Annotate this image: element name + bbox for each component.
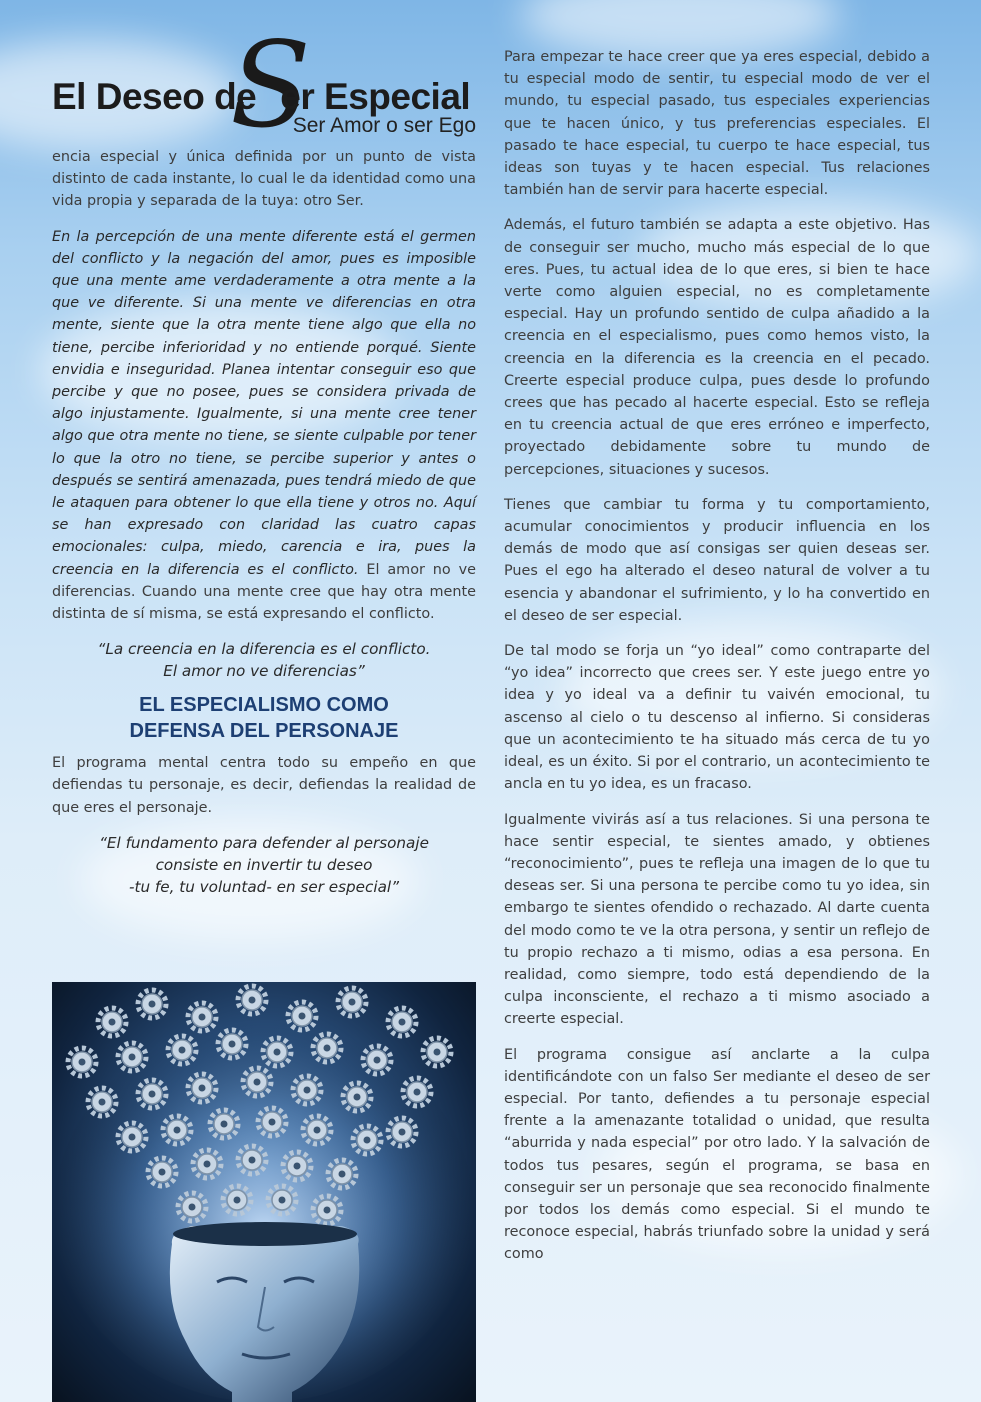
paragraph: El programa consigue así anclarte a la culpa identificándote con un falso Ser mediante el deseo de ser especial. Por tanto, defiendes a tu personaje especial frente a la amenazante totalidad o unidad, que resulta “aburrida y nada especial” por otro lado. Y la salvación de todos tus pesares, según el programa, se basa en conseguir ser un personaje que sea reconocido finalmente por todos los demás como especial. Si el mundo te reconoce especial, habrás triunfado sobre la unidad y será como [504, 1046, 930, 1263]
quote-line: El amor no ve diferencias” [163, 662, 365, 681]
pull-quote [52, 638, 476, 682]
right-column [504, 46, 930, 1279]
paragraph [52, 226, 476, 626]
quote-line: consiste en invertir tu deseo [155, 855, 373, 874]
heading-line: EL ESPECIALISMO COMO [139, 694, 389, 717]
gears-head-graphic [52, 982, 476, 1402]
title-text [52, 76, 470, 118]
section-heading [52, 692, 476, 744]
quote-line: “La creencia en la diferencia es el conflicto. [97, 640, 431, 659]
paragraph: De tal modo se forja un “yo ideal” como contraparte del “yo idea” incorrecto que crees ser. Y este juego entre yo idea y yo ideal va a definir tu vaivén emocional, tu ascenso al cielo o tu descenso al infierno. Si consideras que un acontecimiento te ha situado más cerca de tu yo ideal, es un éxito. Si por el contrario, un acontecimiento te ancla en tu yo idea, es un fracaso. [504, 643, 930, 793]
paragraph: El programa mental centra todo su empeño en que defiendas tu personaje, es decir, defiendas la realidad de que eres el personaje. [52, 755, 476, 816]
left-column [52, 146, 476, 908]
paragraph: Igualmente vivirás así a tus relaciones. Si una persona te hace sentir especial, te sientes amado, y obtienes “reconocimiento”, pues te refleja una imagen de lo que tu deseas ser. Si una persona te percibe como tu yo idea, sin embargo te sientes ofendido o rechazado. Al darte cuenta del modo como te ve la otra persona, y sentir un reflejo de tu propio rechazo a ti mismo, odias a esa persona. En realidad, como siempre, todo está dependiendo de la culpa inconsciente, el rechazo a ti mismo asociado a creerte especial. [504, 811, 930, 1028]
title-part1: El Deseo de [52, 76, 257, 117]
title-part2: er Especial [280, 76, 471, 117]
paragraph: encia especial y única definida por un punto de vista distinto de cada instante, lo cual le da identidad como una vida propia y separada de la tuya: otro Ser. [52, 149, 476, 210]
article-subtitle: Ser Amor o ser Ego [292, 114, 476, 137]
title-decorative-s: S [230, 16, 311, 154]
paragraph: Para empezar te hace creer que ya eres especial, debido a tu especial modo de sentir, tu especial modo de ver el mundo, tu especial pasado, tus especiales experiencias que te hacen único, y tus preferencias especiales. El pasado te hace especial, tu cuerpo te hace especial, tus ideas son tuyas y te hacen especial. Tus relaciones también han de servir para hacerte especial. [504, 49, 930, 199]
paragraph: Tienes que cambiar tu forma y tu comportamiento, acumular conocimientos y producir influencia en los demás de modo que así consigas ser quien deseas ser. Pues el ego ha alterado el deseo natural de volver a tu esencia y abandonar el sufrimiento, y lo ha convertido en el deseo de ser especial. [504, 496, 930, 624]
plain-passage: El amor no ve diferencias. Cuando una mente cree que hay otra mente distinta de sí misma, se está expresando el conflicto. [52, 561, 477, 623]
article-title [52, 16, 482, 154]
paragraph: Además, el futuro también se adapta a este objetivo. Has de conseguir ser mucho, mucho más especial de lo que eres. Pues, tu actual idea de lo que eres, si bien te hace verte como alguien especial, no es completamente especial. Hay un profundo sentido de culpa añadido a la creencia en el especialismo, pues como hemos visto, la creencia en la diferencia es la creencia en el pecado. Creerte especial produce culpa, pues desde lo profundo crees que has pecado al hacerte especial. Esto se refleja en tu creencia actual de que eres erróneo e imperfecto, proyectado debidamente sobre tu mundo de percepciones, situaciones y sucesos. [504, 217, 930, 478]
head-gears-illustration [52, 982, 476, 1402]
italic-passage: En la percepción de una mente diferente está el germen del conflicto y la negación del amor, pues es imposible que una mente ame verdaderamente a otra mente a la que ve diferente. Si una mente ve diferencias en otra mente, siente que la otra mente tiene algo que ella no tiene, percibe inferioridad y no entiende porqué. Siente envidia e inseguridad. Planea intentar conseguir eso que percibe y que no posee, pues se considera privada de algo injustamente. Igualmente, si una mente cree tener algo que otra mente no tiene, se siente culpable por tener lo que la otro no tiene, se percibe superior y antes o después se sentirá amenazada, pues tendrá miedo de que le ataquen para obtener lo que ella tiene y otros no. Aquí se han expresado con claridad las cuatro capas emocionales: culpa, miedo, carencia e ira, pues la creencia en la diferencia es el conflicto. [52, 228, 476, 578]
quote-line: “El fundamento para defender al personaje [99, 833, 429, 852]
quote-line: -tu fe, tu voluntad- en ser especial” [129, 877, 399, 896]
pull-quote [52, 832, 476, 898]
heading-line: DEFENSA DEL PERSONAJE [129, 720, 399, 743]
